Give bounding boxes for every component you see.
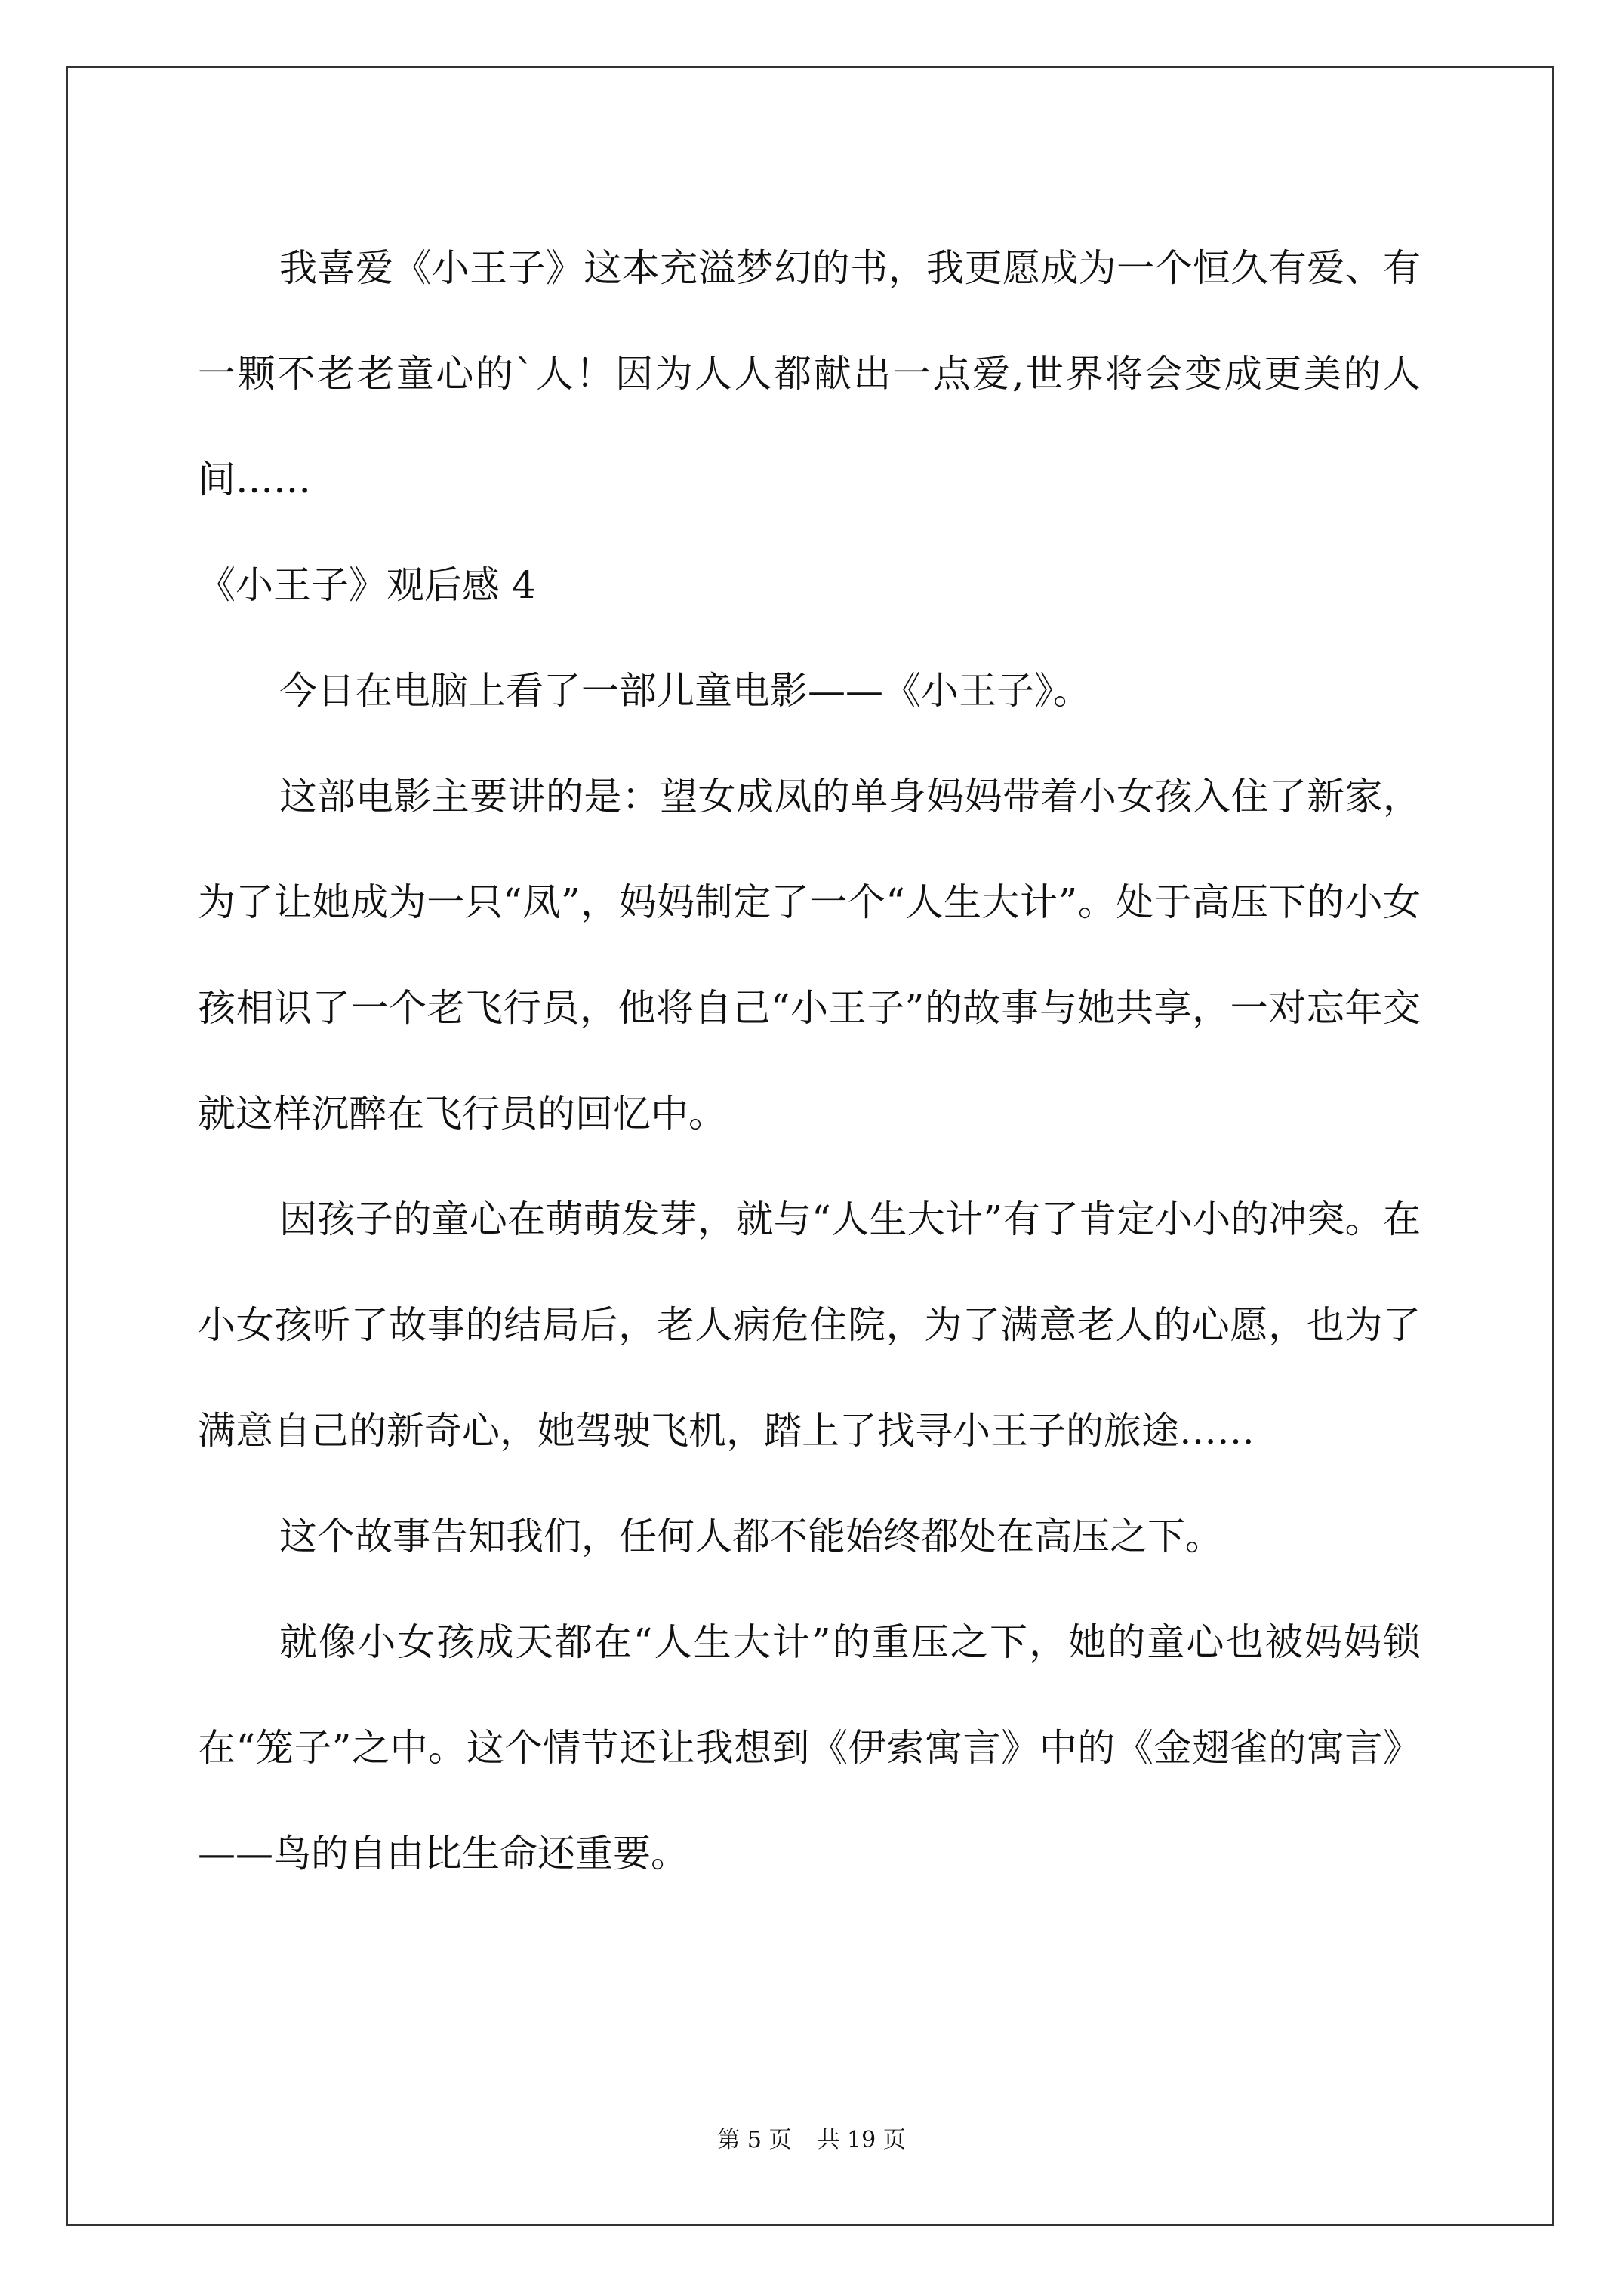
paragraph: 今日在电脑上看了一部儿童电影——《小王子》。 <box>279 669 1091 713</box>
paragraph: 就像小女孩成天都在“人生大计”的重压之下，她的童心也被妈妈锁在“笼子”之中。这个情节还让我想到《伊索寓言》中的《金翅雀的寓言》——鸟的自由比生命还重要。 <box>198 1620 1421 1875</box>
paragraph: 这部电影主要讲的是：望女成凤的单身妈妈带着小女孩入住了新家，为了让她成为一只“凤”，妈妈制定了一个“人生大计”。处于高压下的小女孩相识了一个老飞行员，他将自己“小王子”的故事与她共享，一对忘年交就这样沉醉在飞行员的回忆中。 <box>198 775 1421 1136</box>
paragraph: 因孩子的童心在萌萌发芽，就与“人生大计”有了肯定小小的冲突。在小女孩听了故事的结局后，老人病危住院，为了满意老人的心愿，也为了满意自己的新奇心，她驾驶飞机，踏上了找寻小王子的旅途…… <box>198 1197 1421 1453</box>
page-footer <box>0 2125 1623 2156</box>
paragraph: 这个故事告知我们，任何人都不能始终都处在高压之下。 <box>279 1515 1223 1558</box>
document-body <box>198 215 1421 1906</box>
page-total: 共 19 页 <box>817 2127 906 2153</box>
page-number: 第 5 页 <box>717 2127 792 2153</box>
paragraph: 我喜爱《小王子》这本充溢梦幻的书，我更愿成为一个恒久有爱、有一颗不老老童心的`人！因为人人都献出一点爱,世界将会变成更美的人间…… <box>198 246 1421 501</box>
section-heading: 《小王子》观后感 4 <box>198 563 536 607</box>
